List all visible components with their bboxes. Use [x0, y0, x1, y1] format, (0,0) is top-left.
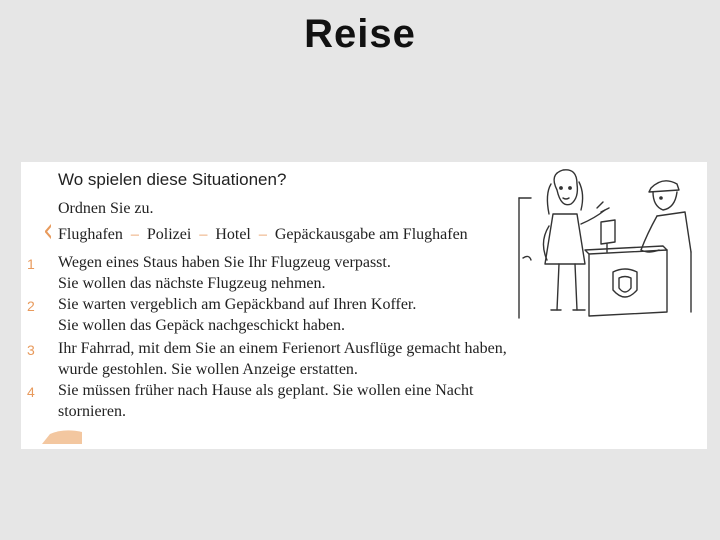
exercise-image [21, 162, 707, 449]
dash-separator: – [199, 226, 208, 243]
item-line: Sie müssen früher nach Hause als geplant. Sie wollen eine Nacht [58, 382, 474, 399]
item-number: 1 [27, 256, 35, 272]
item-line: Ihr Fahrrad, mit dem Sie an einem Ferienort Ausflüge gemacht haben, [58, 340, 507, 357]
item-number: 2 [27, 298, 35, 314]
option-hotel: Hotel [215, 226, 251, 243]
item-line: Sie wollen das Gepäck nachgeschickt haben. [58, 317, 346, 334]
options-list [58, 226, 468, 244]
option-gepaeckausgabe: Gepäckausgabe am Flughafen [274, 226, 468, 243]
item-line: Wegen eines Staus haben Sie Ihr Flugzeug verpasst. [58, 254, 391, 271]
slide-title: Reise [304, 12, 416, 56]
option-polizei: Polizei [146, 226, 192, 243]
police-desk-illustration [501, 168, 701, 328]
item-line: Sie wollen das nächste Flugzeug nehmen. [58, 275, 326, 292]
item-number: 3 [27, 342, 35, 358]
dash-separator: – [130, 226, 139, 243]
corner-decoration [42, 428, 82, 444]
item-line: stornieren. [58, 403, 126, 420]
chevron-left-icon: ‹ [43, 211, 54, 251]
dash-separator: – [258, 226, 267, 243]
exercise-heading: Wo spielen diese Situationen? [58, 170, 287, 189]
exercise-instruction: Ordnen Sie zu. [58, 200, 154, 217]
item-number: 4 [27, 384, 35, 400]
item-line: wurde gestohlen. Sie wollen Anzeige erstatten. [58, 361, 358, 378]
option-flughafen: Flughafen [58, 226, 123, 243]
exercise [21, 162, 707, 449]
item-line: Sie warten vergeblich am Gepäckband auf Ihren Koffer. [58, 296, 417, 313]
